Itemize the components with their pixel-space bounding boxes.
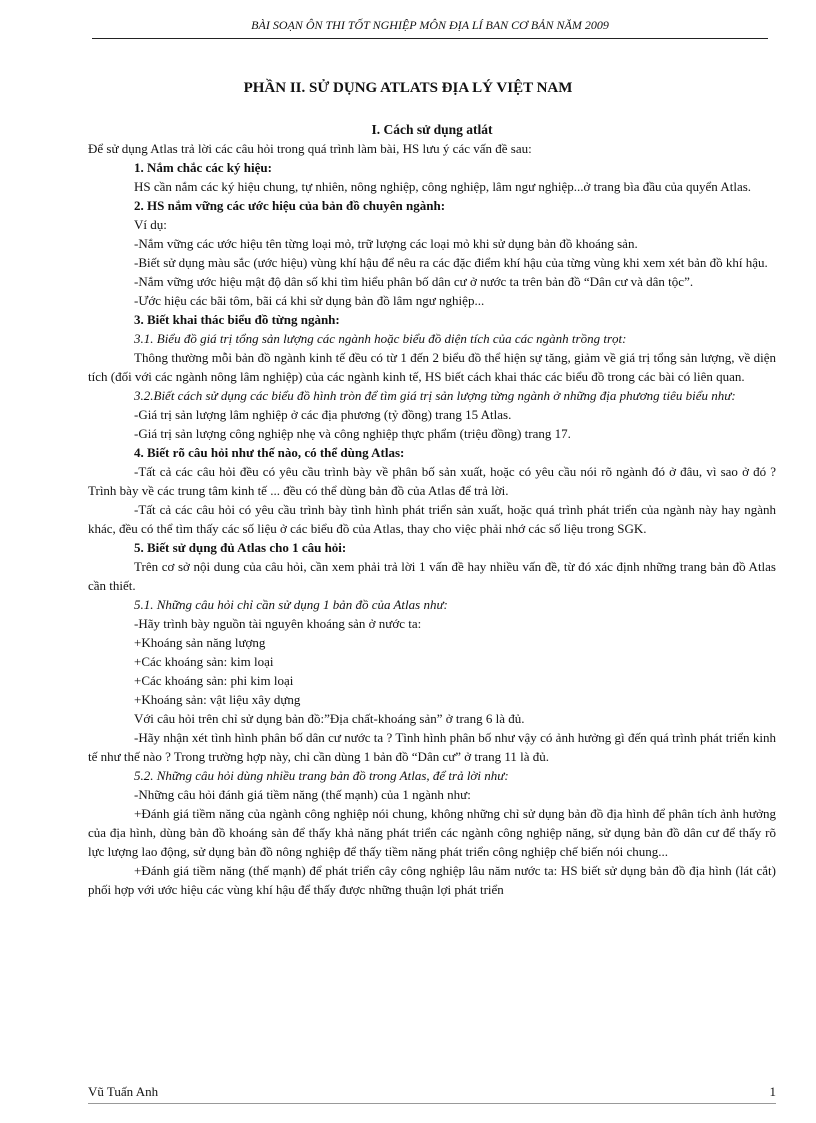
- heading-3: 3. Biết khai thác biểu đồ từng ngành:: [134, 312, 340, 327]
- document-body: [88, 120, 776, 899]
- list-item: +Các khoáng sản: kim loại: [134, 654, 274, 669]
- paragraph: -Nắm vững ước hiệu mật độ dân số khi tìm hiểu phân bố dân cư ở nước ta trên bản đồ “Dân cư và dân tộc”.: [134, 274, 694, 289]
- paragraph: HS cần nắm các ký hiệu chung, tự nhiên, nông nghiệp, công nghiệp, lâm ngư nghiệp...ở trang bìa đầu của quyển Atlas.: [134, 179, 752, 194]
- paragraph: +Đánh giá tiềm năng của ngành công nghiệp nói chung, không những chỉ sử dụng bản đồ địa hình để phân tích ảnh hưởng của địa hình, dùng bản đồ khoáng sản để thấy khả năng phát triển các ngành công nghiệp năng, sử dụng bản đồ dân cư để thấy rõ lực lượng lao động, sử dụng bản đồ nông nghiệp để thấy tiềm năng phát triển công nghiệp chế biến nói chung...: [88, 806, 776, 859]
- subheading-5-1: 5.1. Những câu hỏi chỉ cần sử dụng 1 bản đồ của Atlas như:: [134, 597, 448, 612]
- paragraph: -Hãy nhận xét tình hình phân bố dân cư nước ta ? Tình hình phân bố như vậy có ảnh hưởng gì đến quá trình phát triển kinh tế như thế nào ? Trong trường hợp này, chỉ cần dùng 1 bản đồ “Dân cư” ở trang 11 là đủ.: [88, 730, 776, 764]
- subheading-3-1: 3.1. Biểu đồ giá trị tổng sản lượng các ngành hoặc biểu đồ diện tích của các ngành trồng trọt:: [134, 331, 627, 346]
- paragraph: Trên cơ sở nội dung của câu hỏi, cần xem phải trả lời 1 vấn đề hay nhiều vấn đề, từ đó xác định những trang bản đồ Atlas cần thiết.: [88, 559, 776, 593]
- page-title: PHẦN II. SỬ DỤNG ATLATS ĐỊA LÝ VIỆT NAM: [243, 80, 573, 96]
- paragraph: -Tất cả các câu hỏi đều có yêu cầu trình bày về phân bố sản xuất, hoặc có yêu cầu nói rõ ngành đó ở đâu, vì sao ở đó ? Trình bày về các trung tâm kinh tế ... đều có thể dùng bản đồ của Atlas để trả lời.: [88, 464, 776, 498]
- paragraph: -Nắm vững các ước hiệu tên từng loại mỏ, trữ lượng các loại mỏ khi sử dụng bản đồ khoáng sản.: [134, 236, 638, 251]
- page-number: 1: [769, 1084, 776, 1099]
- intro-paragraph: Để sử dụng Atlas trả lời các câu hỏi trong quá trình làm bài, HS lưu ý các vấn đề sau:: [88, 141, 532, 156]
- list-item: +Khoáng sản năng lượng: [134, 635, 266, 650]
- paragraph: Ví dụ:: [134, 217, 167, 232]
- paragraph: -Giá trị sản lượng công nghiệp nhẹ và công nghiệp thực phẩm (triệu đồng) trang 17.: [134, 426, 571, 441]
- subheading-3-2: 3.2.Biết cách sử dụng các biểu đồ hình tròn để tìm giá trị sản lượng từng ngành ở những địa phương tiêu biểu như:: [134, 388, 736, 403]
- heading-1: 1. Nắm chắc các ký hiệu:: [134, 160, 272, 175]
- section-heading: I. Cách sử dụng atlát: [371, 122, 493, 137]
- paragraph: -Giá trị sản lượng lâm nghiệp ở các địa phương (tỷ đồng) trang 15 Atlas.: [134, 407, 512, 422]
- footer-author: Vũ Tuấn Anh: [88, 1084, 159, 1099]
- paragraph: Thông thường mỗi bản đồ ngành kinh tế đều có từ 1 đến 2 biểu đồ thể hiện sự tăng, giảm về giá trị tổng sản lượng, về diện tích (đối với các ngành nông lâm nghiệp) của các ngành kinh tế, HS biết cách khai thác các biểu đồ trong các bài có liên quan.: [88, 350, 776, 384]
- subheading-5-2: 5.2. Những câu hỏi dùng nhiều trang bản đồ trong Atlas, để trả lời như:: [134, 768, 509, 783]
- footer-rule: [88, 1103, 776, 1104]
- paragraph: -Ước hiệu các bãi tôm, bãi cá khi sử dụng bản đồ lâm ngư nghiệp...: [134, 293, 485, 308]
- paragraph: -Biết sử dụng màu sắc (ước hiệu) vùng khí hậu để nêu ra các đặc điểm khí hậu của từng vùng khi xem xét bản đồ khí hậu.: [134, 255, 768, 270]
- heading-4: 4. Biết rõ câu hỏi như thế nào, có thể dùng Atlas:: [134, 445, 405, 460]
- list-item: +Khoáng sản: vật liệu xây dựng: [134, 692, 301, 707]
- paragraph: -Tất cả các câu hỏi có yêu cầu trình bày tình hình phát triển sản xuất, hoặc quá trình phát triển của ngành này hay ngành khác, đều có thể tìm thấy các số liệu ở các biểu đồ của Atlas, thay cho việc phải nhớ các số liệu trong SGK.: [88, 502, 776, 536]
- heading-2: 2. HS nắm vững các ước hiệu của bản đồ chuyên ngành:: [134, 198, 446, 213]
- paragraph: -Hãy trình bày nguồn tài nguyên khoáng sản ở nước ta:: [134, 616, 422, 631]
- page-header: BÀI SOẠN ÔN THI TỐT NGHIỆP MÔN ĐỊA LÍ BAN CƠ BẢN NĂM 2009: [92, 16, 768, 39]
- list-item: +Các khoáng sản: phi kim loại: [134, 673, 294, 688]
- paragraph: -Những câu hỏi đánh giá tiềm năng (thế mạnh) của 1 ngành như:: [134, 787, 471, 802]
- heading-5: 5. Biết sử dụng đủ Atlas cho 1 câu hỏi:: [134, 540, 347, 555]
- paragraph: Với câu hỏi trên chỉ sử dụng bản đồ:”Địa chất-khoáng sản” ở trang 6 là đủ.: [134, 711, 525, 726]
- paragraph: +Đánh giá tiềm năng (thế mạnh) để phát triển cây công nghiệp lâu năm nước ta: HS biết sử dụng bản đồ địa hình (lát cắt) phối hợp với ước hiệu các vùng khí hậu để thấy được những thuận lợi phát triển: [88, 863, 776, 897]
